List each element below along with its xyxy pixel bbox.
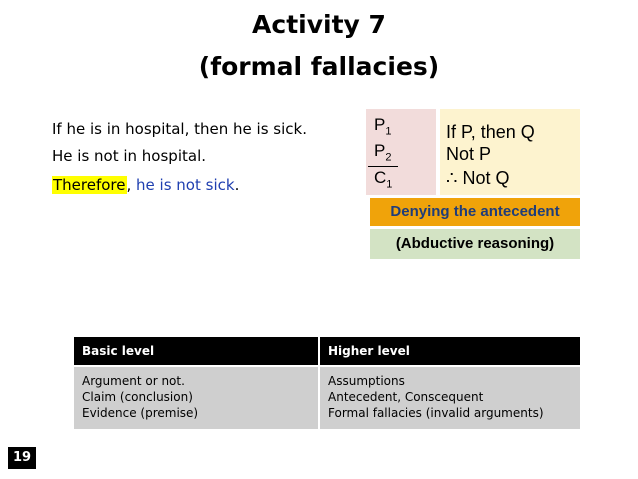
list-item: Argument or not. [82, 374, 185, 388]
header-higher-level: Higher level [319, 337, 580, 366]
higher-level-cell [319, 366, 580, 429]
list-item: Evidence (premise) [82, 406, 199, 420]
list-item: Antecedent, Conscequent [328, 390, 484, 404]
form-line-1: If P, then Q [446, 122, 535, 142]
basic-level-cell [74, 366, 319, 429]
list-item: Assumptions [328, 374, 405, 388]
conclusion-text [52, 174, 239, 196]
list-item: Formal fallacies (invalid arguments) [328, 406, 544, 420]
conclusion-marker: Therefore [53, 176, 126, 194]
table-row [74, 366, 580, 429]
fallacy-label: Denying the antecedent [370, 198, 580, 226]
symbol-p1: $P_1$ [374, 115, 392, 138]
premise-1-text: If he is in hospital, then he is sick. [52, 120, 307, 138]
symbol-c1: $C_1$ [374, 168, 393, 191]
conclusion-separator: , [126, 176, 137, 194]
slide-subtitle: (formal fallacies) [198, 52, 440, 81]
conclusion-claim: he is not sick [136, 176, 235, 194]
form-line-3: ∴ Not Q [446, 168, 510, 188]
premise-2-text: He is not in hospital. [52, 147, 206, 165]
table-header-row [74, 337, 580, 366]
symbol-p2: $P_2$ [374, 141, 392, 164]
levels-table [74, 337, 580, 429]
inference-line [368, 166, 398, 167]
reasoning-label: (Abductive reasoning) [370, 229, 580, 259]
page-number: 19 [8, 447, 36, 469]
header-basic-level: Basic level [74, 337, 319, 366]
list-item: Claim (conclusion) [82, 390, 193, 404]
form-line-2: Not P [446, 144, 492, 164]
slide-title: Activity 7 [252, 10, 386, 39]
conclusion-period: . [234, 176, 240, 194]
